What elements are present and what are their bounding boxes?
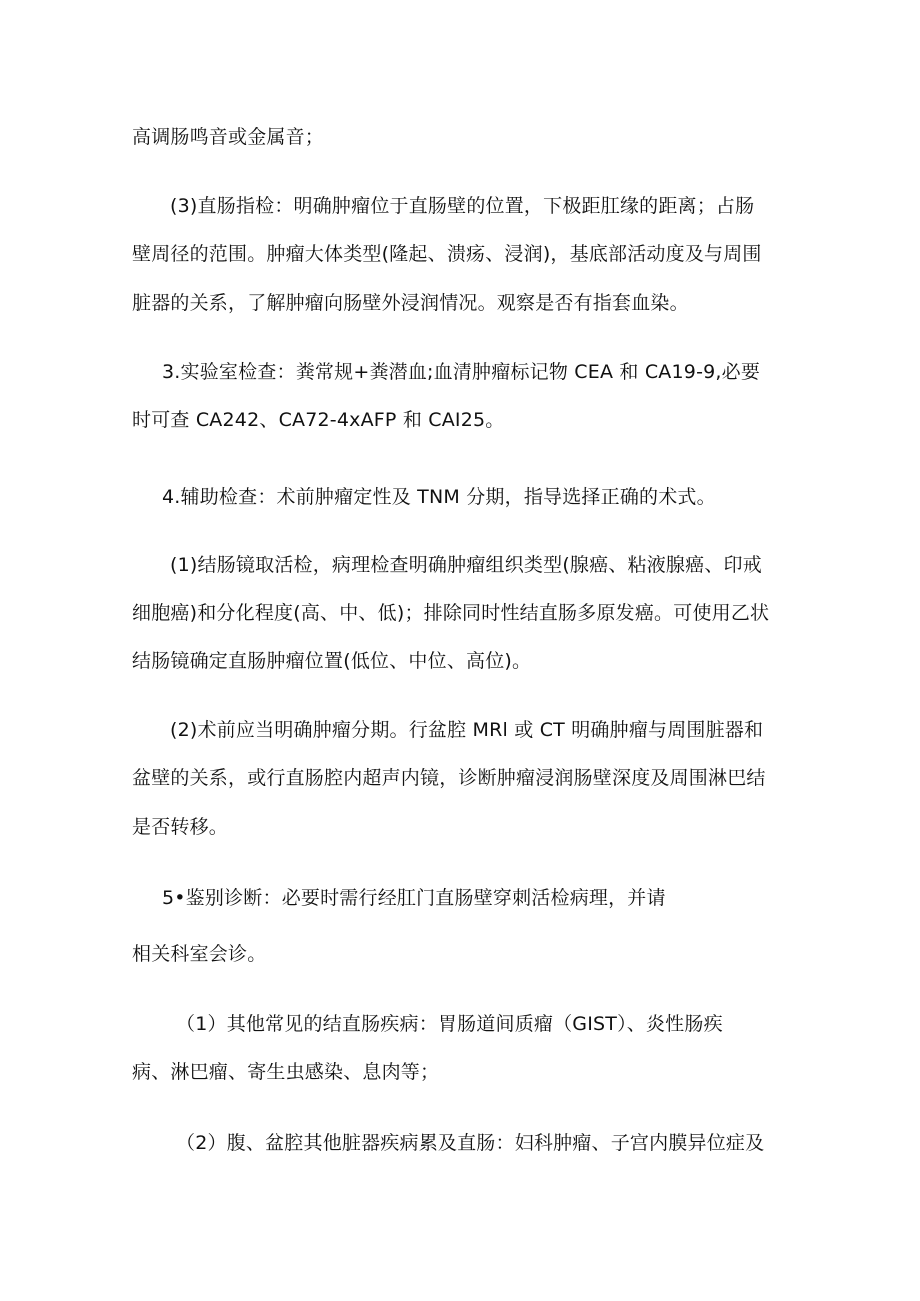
text-line-4: 脏器的关系，了解肿瘤向肠壁外浸润情况。观察是否有指套血染。 <box>132 292 689 314</box>
text-line-9: 细胞癌)和分化程度(高、中、低)；排除同时性结直肠多原发癌。可使用乙状 <box>132 602 770 624</box>
text-line-6: 时可查 CA242、CA72-4xAFP 和 CAI25。 <box>132 409 505 431</box>
text-line-15: 相关科室会诊。 <box>132 943 267 965</box>
text-line-12: 盆壁的关系，或行直肠腔内超声内镜，诊断肿瘤浸润肠壁深度及周围淋巴结 <box>132 767 766 789</box>
text-line-13: 是否转移。 <box>132 816 229 838</box>
text-line-1: 高调肠鸣音或金属音； <box>132 126 325 148</box>
text-line-3: 壁周径的范围。肿瘤大体类型(隆起、溃疡、浸润)，基底部活动度及与周围 <box>132 243 762 265</box>
text-line-18: （2）腹、盆腔其他脏器疾病累及直肠：妇科肿瘤、子宫内膜异位症及 <box>176 1132 765 1154</box>
text-line-10: 结肠镜确定直肠肿瘤位置(低位、中位、高位)。 <box>132 650 532 672</box>
text-line-14: 5•鉴别诊断：必要时需行经肛门直肠壁穿刺活检病理，并请 <box>162 887 666 909</box>
text-line-8: (1)结肠镜取活检，病理检查明确肿瘤组织类型(腺癌、粘液腺癌、印戒 <box>170 554 762 576</box>
text-line-7: 4.辅助检查：术前肿瘤定性及 TNM 分期，指导选择正确的术式。 <box>162 486 716 508</box>
text-line-17: 病、淋巴瘤、寄生虫感染、息肉等； <box>132 1061 440 1083</box>
text-line-2: (3)直肠指检：明确肿瘤位于直肠壁的位置，下极距肛缘的距离；占肠 <box>170 195 755 217</box>
text-line-5: 3.实验室检查：粪常规+粪潜血;血清肿瘤标记物 CEA 和 CA19-9,必要 <box>162 361 761 383</box>
text-line-11: (2)术前应当明确肿瘤分期。行盆腔 MRl 或 CT 明确肿瘤与周围脏器和 <box>170 719 764 741</box>
text-line-16: （1）其他常见的结直肠疾病：胃肠道间质瘤（GIST）、炎性肠疾 <box>176 1013 723 1035</box>
